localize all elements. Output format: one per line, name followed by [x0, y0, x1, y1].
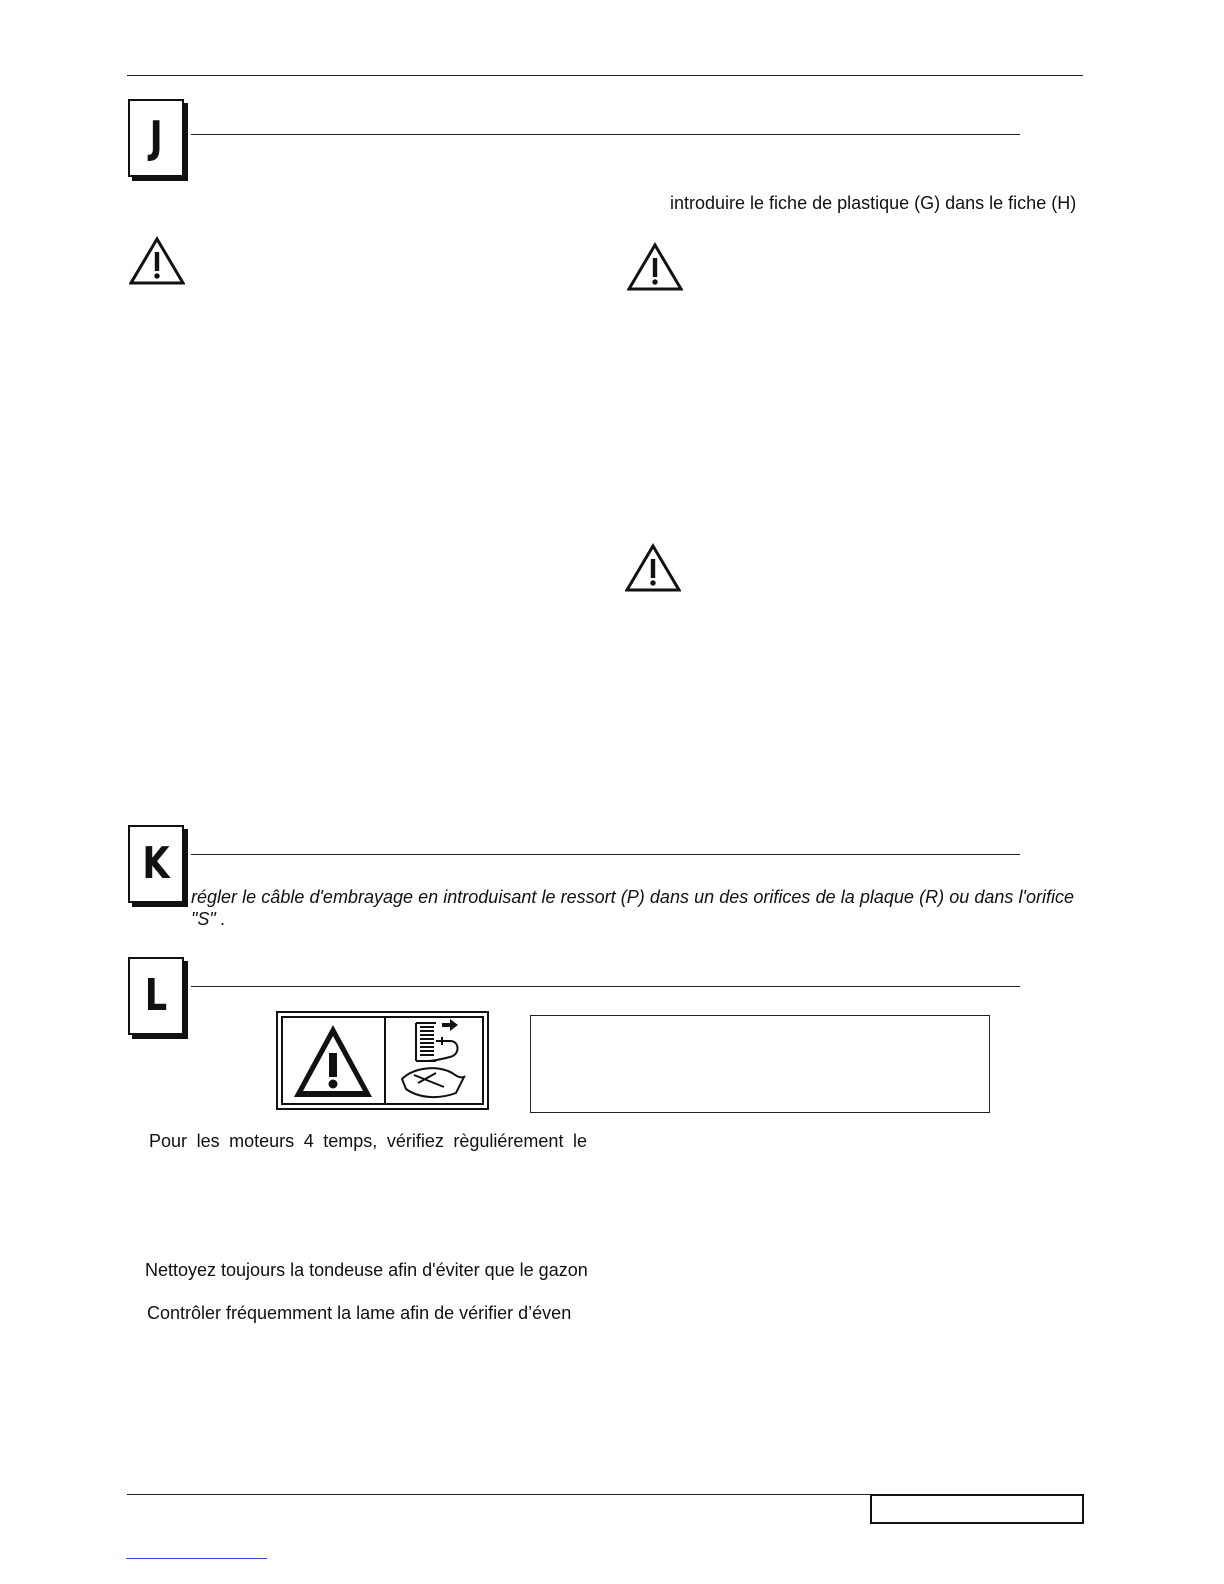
safety-label	[276, 1011, 489, 1110]
bullet-4-text: Contrôler fréquemment la lame afin de vérifier d’éven	[147, 1303, 572, 1323]
footer-rule	[127, 1494, 870, 1495]
bullet-3-text: Nettoyez toujours la tondeuse afin d'éviter que le gazon	[145, 1260, 588, 1280]
bullet-1-text: Pour les moteurs 4 temps, vérifiez règuliérement le	[149, 1131, 587, 1151]
footer-link-underline[interactable]	[126, 1558, 267, 1559]
section-k-badge	[128, 825, 184, 903]
warning-triangle-icon	[129, 236, 185, 286]
section-l-rule	[191, 986, 1020, 987]
warning-triangle-icon	[290, 1021, 376, 1106]
warning-triangle-icon	[627, 242, 683, 292]
section-j-badge	[128, 99, 184, 177]
spark-plug-disconnect-icon	[396, 1019, 478, 1108]
section-l-letter: L	[144, 970, 168, 1021]
section-k-letter: K	[142, 838, 170, 889]
footer-page-box	[870, 1494, 1084, 1524]
warning-triangle-icon	[625, 543, 681, 593]
section-k-text: régler le câble d'embrayage en introduisant le ressort (P) dans un des orifices de la plaque (R) ou dans l'orifice "S" .	[191, 887, 1074, 929]
section-l-badge	[128, 957, 184, 1035]
section-j-letter: J	[149, 112, 163, 163]
header-rule	[127, 75, 1083, 76]
section-k-rule	[191, 854, 1020, 855]
info-box	[530, 1015, 990, 1113]
section-j-rule	[191, 134, 1020, 135]
right-item-1-text: introduire le fiche de plastique (G) dans le fiche (H)	[670, 193, 1077, 213]
